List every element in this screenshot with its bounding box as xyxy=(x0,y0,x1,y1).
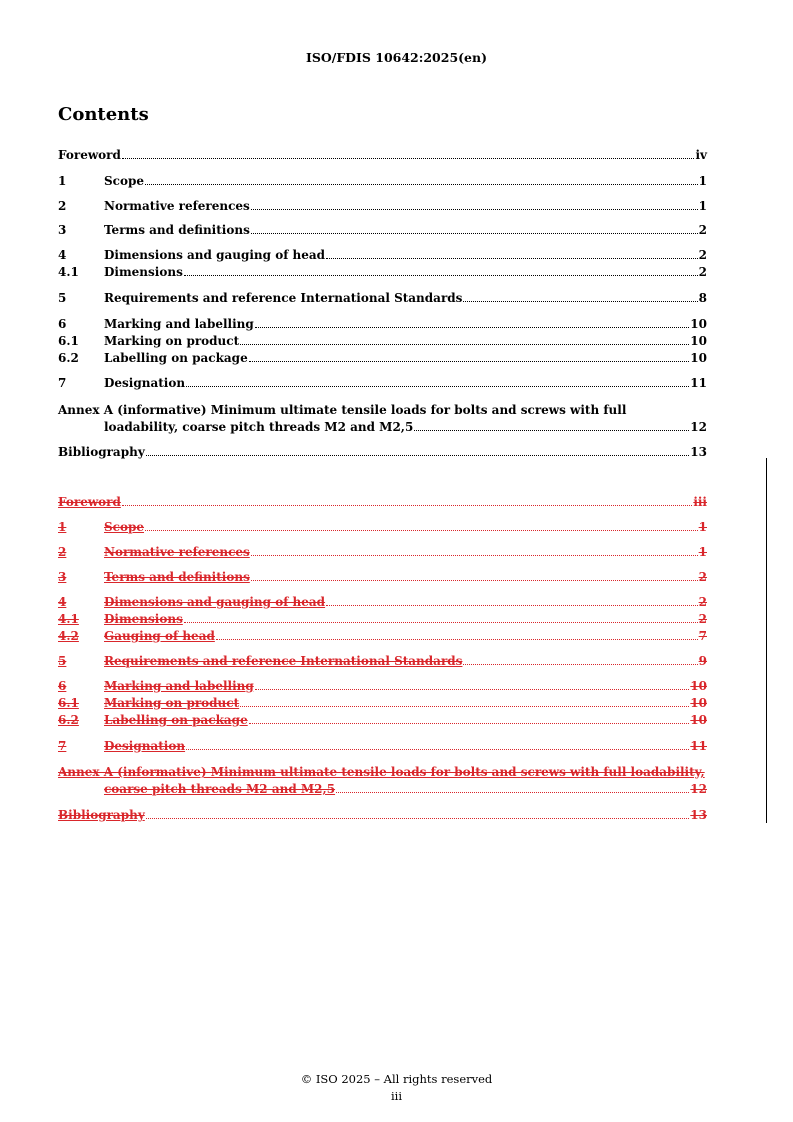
toc-page: 1 xyxy=(698,545,707,559)
toc-title: Bibliography xyxy=(58,445,145,459)
toc-entry-normative-references[interactable] xyxy=(58,199,707,214)
toc-title: coarse pitch threads M2 and M2,5 xyxy=(104,782,336,796)
toc-leader-dots xyxy=(251,208,698,210)
toc-entry-labelling-package[interactable] xyxy=(58,351,707,366)
toc-page: 10 xyxy=(690,317,707,331)
toc-page: iv xyxy=(695,148,707,162)
toc-title: Marking on product xyxy=(104,696,240,710)
toc-page: 7 xyxy=(698,629,707,643)
toc-leader-dots xyxy=(326,604,698,606)
toc-title: Dimensions xyxy=(104,612,183,626)
toc-entry-annex-a-line2[interactable] xyxy=(104,420,707,435)
deleted-toc-entry-requirements[interactable] xyxy=(58,654,707,669)
toc-entry-dimensions[interactable] xyxy=(58,265,707,280)
toc-entry-designation[interactable] xyxy=(58,376,707,391)
toc-number: 5 xyxy=(58,291,67,305)
deleted-toc-entry-annex-a-line1[interactable] xyxy=(58,765,705,780)
deleted-toc-entry-normative-references[interactable] xyxy=(58,545,707,560)
toc-leader-dots xyxy=(186,385,689,387)
toc-leader-dots xyxy=(122,157,695,159)
deleted-toc-entry-foreword[interactable] xyxy=(58,495,707,510)
toc-page: 2 xyxy=(698,265,707,279)
deleted-toc-entry-scope[interactable] xyxy=(58,520,707,535)
change-bar xyxy=(766,458,767,823)
toc-page: 9 xyxy=(698,654,707,668)
toc-title: Annex A (informative) Minimum ultimate tensile loads for bolts and screws with full loadability, xyxy=(58,765,705,779)
toc-page: 11 xyxy=(690,739,707,753)
toc-page: 10 xyxy=(690,334,707,348)
toc-title: Foreword xyxy=(58,495,121,509)
toc-title: Bibliography xyxy=(58,808,145,822)
toc-number: 6.2 xyxy=(58,351,79,365)
toc-leader-dots xyxy=(255,326,690,328)
toc-title: Normative references xyxy=(104,199,250,213)
toc-leader-dots xyxy=(249,360,690,362)
toc-leader-dots xyxy=(146,454,690,456)
toc-page: 2 xyxy=(698,595,707,609)
toc-title: Marking on product xyxy=(104,334,240,348)
toc-page: 10 xyxy=(690,713,707,727)
toc-number: 1 xyxy=(58,520,67,534)
deleted-toc-entry-labelling-package[interactable] xyxy=(58,713,707,728)
toc-title: Terms and definitions xyxy=(104,570,250,584)
toc-entry-marking-product[interactable] xyxy=(58,334,707,349)
deleted-toc-entry-marking-product[interactable] xyxy=(58,696,707,711)
toc-number: 1 xyxy=(58,174,67,188)
document-header: ISO/FDIS 10642:2025(en) xyxy=(305,50,488,65)
toc-number: 3 xyxy=(58,223,67,237)
toc-page: 2 xyxy=(698,248,707,262)
toc-leader-dots xyxy=(240,705,689,707)
toc-number: 4 xyxy=(58,595,67,609)
toc-page: 11 xyxy=(690,376,707,390)
toc-title: Normative references xyxy=(104,545,250,559)
toc-title: Requirements and reference International Standards xyxy=(104,654,463,668)
toc-page: 1 xyxy=(698,520,707,534)
toc-title: Designation xyxy=(104,739,186,753)
toc-leader-dots xyxy=(336,791,689,793)
toc-title: Dimensions and gauging of head xyxy=(104,595,326,609)
toc-page: iii xyxy=(693,495,707,509)
deleted-toc-entry-terms-definitions[interactable] xyxy=(58,570,707,585)
toc-title: Dimensions and gauging of head xyxy=(104,248,326,262)
toc-number: 3 xyxy=(58,570,67,584)
toc-entry-requirements[interactable] xyxy=(58,291,707,306)
toc-leader-dots xyxy=(414,429,689,431)
toc-leader-dots xyxy=(122,504,692,506)
toc-number: 6 xyxy=(58,317,67,331)
toc-entry-annex-a-line1[interactable]: Annex A (informative) Minimum ultimate tensile loads for bolts and screws with full xyxy=(58,403,627,417)
toc-number: 7 xyxy=(58,739,67,753)
toc-leader-dots xyxy=(326,257,698,259)
toc-page: 13 xyxy=(690,808,707,822)
deleted-toc-entry-bibliography[interactable] xyxy=(58,808,707,823)
toc-number: 6.1 xyxy=(58,696,79,710)
toc-number: 2 xyxy=(58,199,67,213)
toc-leader-dots xyxy=(145,529,698,531)
toc-leader-dots xyxy=(216,638,698,640)
deleted-toc-entry-designation[interactable] xyxy=(58,739,707,754)
toc-leader-dots xyxy=(240,343,689,345)
toc-page: 12 xyxy=(690,420,707,434)
toc-leader-dots xyxy=(251,554,698,556)
toc-leader-dots xyxy=(186,748,689,750)
toc-page: 1 xyxy=(698,174,707,188)
toc-title: Marking and labelling xyxy=(104,317,254,331)
toc-leader-dots xyxy=(463,300,697,302)
contents-title: Contents xyxy=(58,104,149,125)
toc-page: 13 xyxy=(690,445,707,459)
toc-page: 10 xyxy=(690,696,707,710)
toc-number: 7 xyxy=(58,376,67,390)
toc-entry-terms-definitions[interactable] xyxy=(58,223,707,238)
footer-page-number: iii xyxy=(390,1089,403,1103)
toc-title: Labelling on package xyxy=(104,351,248,365)
deleted-toc-entry-gauging-head[interactable] xyxy=(58,629,707,644)
toc-leader-dots xyxy=(463,663,697,665)
toc-page: 8 xyxy=(698,291,707,305)
deleted-toc-entry-dimensions-gauging[interactable] xyxy=(58,595,707,610)
toc-entry-marking-labelling[interactable] xyxy=(58,317,707,332)
toc-number: 6.2 xyxy=(58,713,79,727)
toc-title: Scope xyxy=(104,174,145,188)
toc-number: 4.1 xyxy=(58,265,79,279)
toc-title: Gauging of head xyxy=(104,629,215,643)
toc-entry-foreword[interactable] xyxy=(58,148,707,163)
deleted-toc-entry-annex-a-line2[interactable] xyxy=(104,782,707,797)
toc-title: Designation xyxy=(104,376,186,390)
toc-leader-dots xyxy=(184,621,698,623)
toc-number: 6 xyxy=(58,679,67,693)
toc-title: Requirements and reference International Standards xyxy=(104,291,463,305)
toc-page: 2 xyxy=(698,612,707,626)
toc-page: 10 xyxy=(690,351,707,365)
toc-title: Labelling on package xyxy=(104,713,248,727)
toc-leader-dots xyxy=(249,722,690,724)
toc-title: loadability, coarse pitch threads M2 and M2,5 xyxy=(104,420,414,434)
toc-number: 4.2 xyxy=(58,629,79,643)
deleted-toc-entry-marking-labelling[interactable] xyxy=(58,679,707,694)
toc-leader-dots xyxy=(184,274,698,276)
deleted-toc-entry-dimensions[interactable] xyxy=(58,612,707,627)
toc-page: 2 xyxy=(698,570,707,584)
toc-title: Marking and labelling xyxy=(104,679,254,693)
toc-title: Dimensions xyxy=(104,265,183,279)
toc-number: 5 xyxy=(58,654,67,668)
toc-leader-dots xyxy=(251,579,698,581)
toc-leader-dots xyxy=(255,688,690,690)
toc-entry-dimensions-gauging[interactable] xyxy=(58,248,707,263)
toc-leader-dots xyxy=(251,232,698,234)
toc-leader-dots xyxy=(146,817,690,819)
toc-page: 1 xyxy=(698,199,707,213)
toc-number: 4.1 xyxy=(58,612,79,626)
toc-title: Scope xyxy=(104,520,145,534)
toc-entry-scope[interactable] xyxy=(58,174,707,189)
toc-number: 2 xyxy=(58,545,67,559)
toc-leader-dots xyxy=(145,183,698,185)
toc-number: 4 xyxy=(58,248,67,262)
toc-page: 12 xyxy=(690,782,707,796)
footer-copyright: © ISO 2025 – All rights reserved xyxy=(300,1072,493,1086)
toc-title: Terms and definitions xyxy=(104,223,250,237)
toc-number: 6.1 xyxy=(58,334,79,348)
toc-page: 2 xyxy=(698,223,707,237)
toc-page: 10 xyxy=(690,679,707,693)
toc-title: Foreword xyxy=(58,148,121,162)
toc-entry-bibliography[interactable] xyxy=(58,445,707,460)
